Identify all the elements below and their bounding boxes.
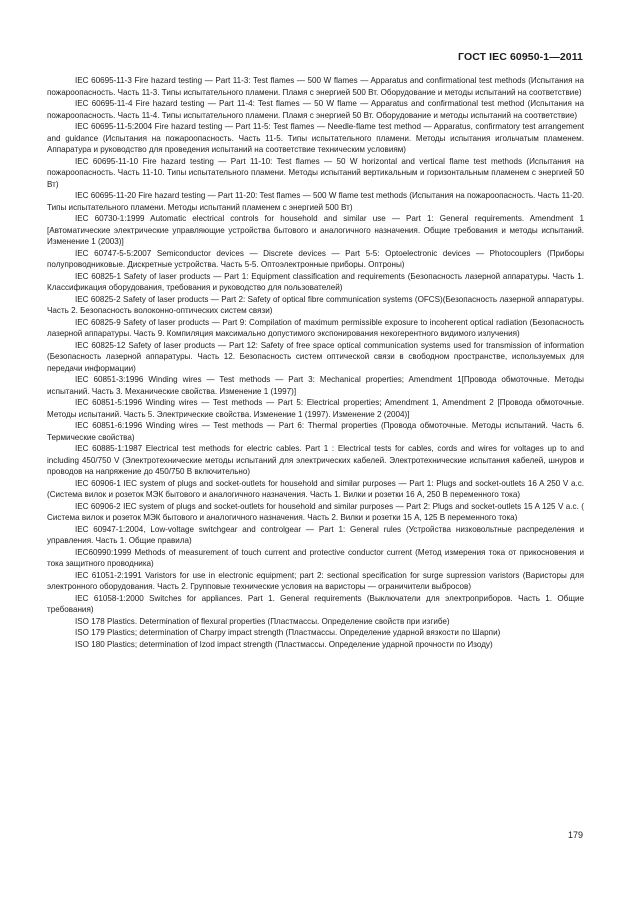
reference-entry: IEC 60695-11-4 Fire hazard testing — Part 11-4: Test flames — 50 W flame — Apparatus and confirmational test method (Испытания на пожароопасность. Часть 11-4. Типы испытательного пламени. Пламя с энергией 50 Вт. Оборудование и методы испытаний на соответствие) bbox=[47, 99, 584, 120]
reference-entry: IEC 60747-5-5:2007 Semiconductor devices — Discrete devices — Part 5-5: Optoelectronic devices — Photocouplers (Приборы полупроводниковые. Дискретные устройства. Часть 5-5. Оптоэлектронные приборы. Оптроны) bbox=[47, 248, 584, 269]
reference-entry: IEC 60851-6:1996 Winding wires — Test methods — Part 6: Thermal properties (Провода обмоточные. Методы испытаний. Часть 6. Термические свойства) bbox=[47, 421, 584, 442]
reference-entry: IEC 60825-1 Safety of laser products — Part 1: Equipment classification and requirements (Безопасность лазерной аппаратуры. Часть 1. Классификация оборудования, требования и руководство для пользователей) bbox=[47, 271, 584, 292]
reference-entry: ISO 180 Plastics; determination of Izod impact strength (Пластмассы. Определение ударной прочности по Изоду) bbox=[75, 639, 493, 649]
reference-entry: IEC 60885-1:1987 Electrical test methods for electric cables. Part 1 : Electrical tests for cables, cords and wires for voltages up to and including 450/750 V (Электротехнические методы испытаний для электрических кабелей. Электротехнические испытания кабелей, шнуров и проводов на напряжение до 450/750 В включительно) bbox=[47, 444, 584, 476]
reference-entry: IEC60990:1999 Methods of measurement of touch current and protective conductor current (Метод измерения тока от прикосновения и тока защитного проводника) bbox=[47, 547, 584, 568]
reference-list bbox=[47, 75, 584, 650]
reference-entry: IEC 60947-1:2004, Low-voltage switchgear and controlgear — Part 1: General rules (Устройства низковольтные распределения и управления. Часть 1. Общие правила) bbox=[47, 524, 584, 545]
reference-entry: IEC 60825-2 Safety of laser products — Part 2: Safety of optical fibre communication systems (OFCS)(Безопасность лазерной аппаратуры. Часть 2. Безопасность волоконно-оптических систем связи) bbox=[47, 294, 584, 315]
reference-entry: IEC 60825-12 Safety of laser products — Part 12: Safety of free space optical communication systems used for transmission of information (Безопасность лазерной аппаратуры. Часть 12. Безопасность систем оптической связи в свободном пространстве, используемых для передачи информации) bbox=[47, 340, 584, 373]
reference-entry: IEC 60851-5:1996 Winding wires — Test methods — Part 5: Electrical properties; Amendment 1, Amendment 2 [Провода обмоточные. Методы испытаний. Часть 5. Электрические свойства. Изменение 1 (1997). Изменение 2 (2004)] bbox=[47, 398, 584, 419]
reference-entry: IEC 60825-9 Safety of laser products — Part 9: Compilation of maximum permissible exposure to incoherent optical radiation (Безопасность лазерной аппаратуры. Часть 9. Компиляция максимально допустимого экспонирования некогерентного видимого излучения) bbox=[47, 317, 584, 338]
reference-entry: IEC 60695-11-10 Fire hazard testing — Part 11-10: Test flames — 50 W horizontal and vertical flame test methods (Испытания на пожароопасность. Часть 11-10. Типы испытательного пламени. Методы испытаний вертикальным и горизонтальным пламенем с энергией 50 Вт) bbox=[47, 156, 584, 189]
reference-entry: IEC 60906-1 IEC system of plugs and socket-outlets for household and similar purposes — Part 1: Plugs and socket-outlets 16 A 250 V a.c. (Система вилок и розеток МЭК бытового и аналогичного назначения. Часть 1. Вилки и розетки 16 А, 250 В переменного тока) bbox=[47, 478, 584, 499]
reference-entry: ISO 178 Plastics. Determination of flexural properties (Пластмассы. Определение свойств при изгибе) bbox=[75, 616, 450, 626]
reference-entry: IEC 60730-1:1999 Automatic electrical controls for household and similar use — Part 1: General requirements. Amendment 1 [Автоматические электрические управляющие устройства бытового и аналогичного назначения. Общие требования и методы испытаний. Изменение 1 (2003)] bbox=[47, 214, 584, 246]
reference-entry: IEC 60851-3:1996 Winding wires — Test methods — Part 3: Mechanical properties; Amendment 1[Провода обмоточные. Методы испытаний. Часть 3. Механические свойства. Изменение 1 (1997)] bbox=[47, 375, 584, 396]
document-header: ГОСТ IEC 60950-1—2011 bbox=[458, 51, 583, 63]
page-number: 179 bbox=[567, 830, 583, 840]
reference-entry: IEC 60695-11-5:2004 Fire hazard testing — Part 11-5: Test flames — Needle-flame test method — Apparatus, confirmatory test arrangement and guidance (Испытания на пожароопасность. Часть 11-5. Типы испытательного пламени. Методы испытания игольчатым пламенем. Аппаратура и руководство для проведения испытаний на соответствие техническим условиям) bbox=[47, 122, 584, 154]
reference-entry: IEC 61058-1:2000 Switches for appliances. Part 1. General requirements (Выключатели для электроприборов. Часть 1. Общие требования) bbox=[47, 593, 584, 614]
reference-entry: IEC 60695-11-20 Fire hazard testing — Part 11-20: Test flames — 500 W flame test methods (Испытания на пожароопасность. Часть 11-20. Типы испытательного пламени. Методы испытаний пламенем с энергией 500 Вт) bbox=[47, 191, 585, 212]
reference-entry: IEC 61051-2:1991 Varistors for use in electronic equipment; part 2: sectional specification for surge supression varistors (Варисторы для электронного оборудования. Часть 2. Групповые технические условия на варисторы — ограничители выбросов) bbox=[47, 570, 584, 591]
reference-entry: IEC 60695-11-3 Fire hazard testing — Part 11-3: Test flames — 500 W flames — Apparatus and confirmational test methods (Испытания на пожароопасность. Часть 11-3. Типы испытательного пламени. Пламя с энергией 500 Вт. Оборудование и методы испытаний на соответствие) bbox=[47, 76, 584, 97]
reference-entry: ISO 179 Plastics; determination of Charpy impact strength (Пластмассы. Определение ударной вязкости по Шарпи) bbox=[75, 628, 501, 637]
reference-entry: IEC 60906-2 IEC system of plugs and socket-outlets for household and similar purposes — Part 2: Plugs and socket-outlets 15 A 125 V a.c. ( Система вилок и розеток МЭК бытового и аналогичного назначения. Часть 2. Вилки и розетки 15 А, 125 В переменного тока) bbox=[47, 501, 584, 522]
